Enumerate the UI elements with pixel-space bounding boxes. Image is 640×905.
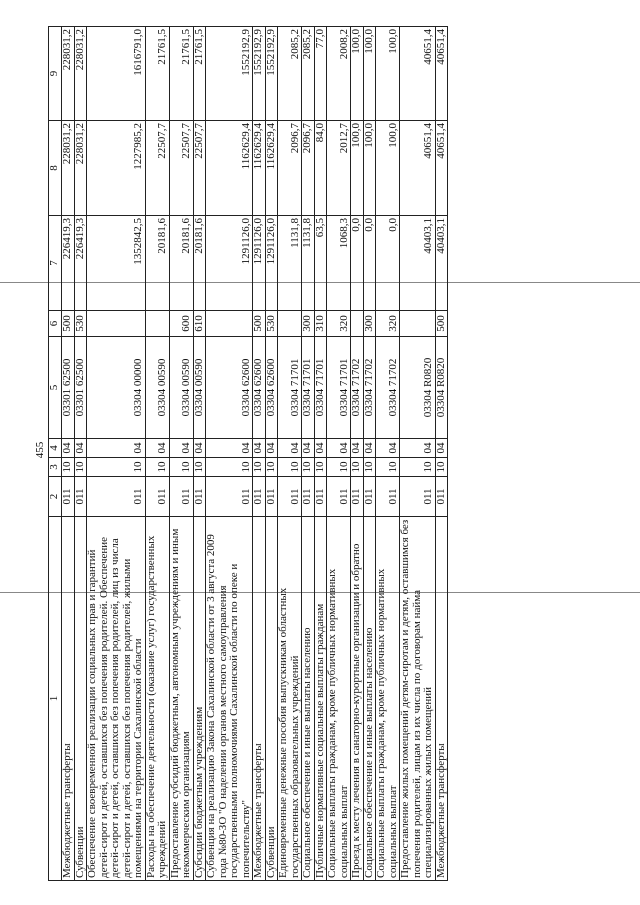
row-value-col7: 40403,1 xyxy=(435,216,448,311)
row-subsection: 04 xyxy=(193,439,206,458)
row-value-col8: 2012,7 xyxy=(327,121,351,216)
row-section: 10 xyxy=(206,458,253,477)
row-ministry-code: 011 xyxy=(253,477,266,517)
row-expense-type xyxy=(278,311,302,337)
row-value-col8: 228031,2 xyxy=(74,121,87,216)
row-value-col8: 100,0 xyxy=(351,121,364,216)
row-target-article: 03304 71701 xyxy=(302,337,315,439)
row-ministry-code: 011 xyxy=(302,477,315,517)
row-value-col9: 40651,4 xyxy=(435,27,448,121)
row-name: Субвенция на реализацию Закона Сахалинской области от 3 августа 2009 года №80-ЗО "О наделении органов местного самоуправления государственными полномочиями Сахалинской области по опеке и попечительству" xyxy=(206,517,253,881)
row-value-col9: 228031,2 xyxy=(62,27,75,121)
row-value-col8: 22507,7 xyxy=(169,121,193,216)
row-value-col8: 40651,4 xyxy=(435,121,448,216)
row-name: Единовременные денежные пособия выпускникам областных государственных образовательных учреждений xyxy=(278,517,302,881)
table-row xyxy=(253,27,266,881)
row-target-article: 03304 00590 xyxy=(145,337,169,439)
row-expense-type: 500 xyxy=(253,311,266,337)
row-value-col7: 0,0 xyxy=(363,216,376,311)
table-row xyxy=(62,27,75,881)
row-subsection: 04 xyxy=(314,439,327,458)
row-ministry-code: 011 xyxy=(435,477,448,517)
row-section: 10 xyxy=(74,458,87,477)
row-section: 10 xyxy=(253,458,266,477)
row-section: 10 xyxy=(62,458,75,477)
row-expense-type xyxy=(351,311,364,337)
column-header-8: 8 xyxy=(49,121,62,216)
row-value-col8: 100,0 xyxy=(363,121,376,216)
row-target-article: 03304 71702 xyxy=(363,337,376,439)
row-subsection: 04 xyxy=(169,439,193,458)
row-subsection: 04 xyxy=(435,439,448,458)
row-expense-type: 530 xyxy=(74,311,87,337)
row-section: 10 xyxy=(302,458,315,477)
row-name: Субвенции xyxy=(74,517,87,881)
row-subsection: 04 xyxy=(327,439,351,458)
row-name: Предоставление субсидий бюджетным, автономным учреждениям и иным некоммерческим организациям xyxy=(169,517,193,881)
column-header-1: 1 xyxy=(49,517,62,881)
row-value-col8: 84,0 xyxy=(314,121,327,216)
row-expense-type xyxy=(145,311,169,337)
row-subsection: 04 xyxy=(376,439,400,458)
table-row xyxy=(363,27,376,881)
table-row xyxy=(145,27,169,881)
row-name: Социальные выплаты гражданам, кроме публичных нормативных социальных выплат xyxy=(376,517,400,881)
row-subsection: 04 xyxy=(265,439,278,458)
row-value-col8: 1227985,2 xyxy=(87,121,146,216)
row-value-col9: 21761,5 xyxy=(193,27,206,121)
row-value-col7: 63,5 xyxy=(314,216,327,311)
row-subsection: 04 xyxy=(363,439,376,458)
row-subsection: 04 xyxy=(351,439,364,458)
column-header-4: 4 xyxy=(49,439,62,458)
table-row xyxy=(327,27,351,881)
table-row xyxy=(435,27,448,881)
row-ministry-code: 011 xyxy=(193,477,206,517)
row-subsection: 04 xyxy=(253,439,266,458)
row-value-col9: 2085,2 xyxy=(302,27,315,121)
row-subsection: 04 xyxy=(302,439,315,458)
column-header-6: 6 xyxy=(49,311,62,337)
row-value-col7: 20181,6 xyxy=(145,216,169,311)
row-value-col7: 20181,6 xyxy=(169,216,193,311)
row-value-col7: 0,0 xyxy=(376,216,400,311)
row-value-col9: 1552192,9 xyxy=(253,27,266,121)
row-ministry-code: 011 xyxy=(145,477,169,517)
row-section: 10 xyxy=(193,458,206,477)
page-number: 455 xyxy=(34,441,46,459)
row-section: 10 xyxy=(435,458,448,477)
row-target-article: 03304 00590 xyxy=(169,337,193,439)
row-expense-type: 300 xyxy=(302,311,315,337)
table-row xyxy=(169,27,193,881)
row-target-article: 03304 00000 xyxy=(87,337,146,439)
row-target-article: 03301 62500 xyxy=(62,337,75,439)
row-name: Межбюджетные трансферты xyxy=(253,517,266,881)
row-value-col9: 21761,5 xyxy=(169,27,193,121)
row-name: Межбюджетные трансферты xyxy=(62,517,75,881)
row-ministry-code: 011 xyxy=(206,477,253,517)
row-name: Социальное обеспечение и иные выплаты населению xyxy=(302,517,315,881)
row-section: 10 xyxy=(363,458,376,477)
row-ministry-code: 011 xyxy=(376,477,400,517)
row-expense-type: 500 xyxy=(62,311,75,337)
row-value-col7: 20181,6 xyxy=(193,216,206,311)
row-value-col9: 100,0 xyxy=(351,27,364,121)
row-expense-type: 320 xyxy=(327,311,351,337)
row-target-article: 03301 62500 xyxy=(74,337,87,439)
row-value-col8: 22507,7 xyxy=(193,121,206,216)
row-value-col7: 226419,3 xyxy=(62,216,75,311)
row-name: Социальное обеспечение и иные выплаты населению xyxy=(363,517,376,881)
row-value-col9: 2008,2 xyxy=(327,27,351,121)
column-header-9: 9 xyxy=(49,27,62,121)
row-name: Социальные выплаты гражданам, кроме публичных нормативных социальных выплат xyxy=(327,517,351,881)
row-value-col7: 1131,8 xyxy=(278,216,302,311)
row-expense-type: 500 xyxy=(435,311,448,337)
row-ministry-code: 011 xyxy=(265,477,278,517)
row-ministry-code: 011 xyxy=(351,477,364,517)
row-value-col7: 1291126,0 xyxy=(206,216,253,311)
row-subsection: 04 xyxy=(87,439,146,458)
row-target-article: 03304 62600 xyxy=(253,337,266,439)
row-expense-type xyxy=(400,311,436,337)
row-value-col9: 21761,5 xyxy=(145,27,169,121)
row-value-col7: 1352842,5 xyxy=(87,216,146,311)
row-target-article: 03304 R0820 xyxy=(400,337,436,439)
row-section: 10 xyxy=(265,458,278,477)
row-section: 10 xyxy=(145,458,169,477)
row-value-col7: 1291126,0 xyxy=(265,216,278,311)
row-value-col7: 1291126,0 xyxy=(253,216,266,311)
row-ministry-code: 011 xyxy=(74,477,87,517)
row-section: 10 xyxy=(400,458,436,477)
row-subsection: 04 xyxy=(278,439,302,458)
row-expense-type: 300 xyxy=(363,311,376,337)
row-value-col8: 22507,7 xyxy=(145,121,169,216)
table-row xyxy=(314,27,327,881)
row-ministry-code: 011 xyxy=(278,477,302,517)
row-expense-type: 530 xyxy=(265,311,278,337)
row-section: 10 xyxy=(327,458,351,477)
row-ministry-code: 011 xyxy=(87,477,146,517)
row-value-col8: 1162629,4 xyxy=(265,121,278,216)
row-section: 10 xyxy=(278,458,302,477)
row-ministry-code: 011 xyxy=(363,477,376,517)
row-value-col8: 228031,2 xyxy=(62,121,75,216)
row-expense-type: 610 xyxy=(193,311,206,337)
row-target-article: 03304 62600 xyxy=(206,337,253,439)
row-section: 10 xyxy=(169,458,193,477)
row-value-col7: 226419,3 xyxy=(74,216,87,311)
row-ministry-code: 011 xyxy=(169,477,193,517)
row-expense-type: 320 xyxy=(376,311,400,337)
row-target-article: 03304 71701 xyxy=(314,337,327,439)
row-name: Расходы на обеспечение деятельности (оказание услуг) государственных учреждений xyxy=(145,517,169,881)
row-expense-type: 310 xyxy=(314,311,327,337)
row-name: Предоставление жилых помещений детям-сиротам и детям, оставшимся без попечения родителей, лицам из их числа по договорам найма специализированных жилых помещений xyxy=(400,517,436,881)
row-value-col8: 1162629,4 xyxy=(253,121,266,216)
column-header-2: 2 xyxy=(49,477,62,517)
row-subsection: 04 xyxy=(206,439,253,458)
row-value-col9: 228031,2 xyxy=(74,27,87,121)
row-value-col8: 2096,7 xyxy=(302,121,315,216)
row-value-col7: 0,0 xyxy=(351,216,364,311)
row-value-col9: 1552192,9 xyxy=(265,27,278,121)
table-row xyxy=(376,27,400,881)
row-name: Обеспечение своевременной реализации социальных прав и гарантий детей-сирот и детей, оставшихся без попечения родителей. Обеспечение детей-сирот и детей, оставшихся без попечения родителей, лиц из числа детей-сирот и детей, оставшихся без попечения родителей, жилыми помещениями на территории Сахалинской области xyxy=(87,517,146,881)
row-name: Субсидии бюджетным учреждениям xyxy=(193,517,206,881)
row-target-article: 03304 71702 xyxy=(351,337,364,439)
row-value-col7: 1068,3 xyxy=(327,216,351,311)
row-value-col9: 40651,4 xyxy=(400,27,436,121)
row-target-article: 03304 62600 xyxy=(265,337,278,439)
table-row xyxy=(400,27,436,881)
row-subsection: 04 xyxy=(145,439,169,458)
row-target-article: 03304 R0820 xyxy=(435,337,448,439)
row-expense-type: 600 xyxy=(169,311,193,337)
row-target-article: 03304 71701 xyxy=(327,337,351,439)
table-row xyxy=(193,27,206,881)
column-header-3: 3 xyxy=(49,458,62,477)
row-section: 10 xyxy=(351,458,364,477)
row-ministry-code: 011 xyxy=(327,477,351,517)
row-subsection: 04 xyxy=(400,439,436,458)
row-expense-type xyxy=(87,311,146,337)
row-value-col9: 100,0 xyxy=(376,27,400,121)
table-row xyxy=(87,27,146,881)
row-target-article: 03304 71701 xyxy=(278,337,302,439)
row-section: 10 xyxy=(376,458,400,477)
row-target-article: 03304 00590 xyxy=(193,337,206,439)
row-value-col8: 40651,4 xyxy=(400,121,436,216)
row-ministry-code: 011 xyxy=(62,477,75,517)
row-value-col8: 1162629,4 xyxy=(206,121,253,216)
row-section: 10 xyxy=(314,458,327,477)
column-header-7: 7 xyxy=(49,216,62,311)
row-name: Межбюджетные трансферты xyxy=(435,517,448,881)
table-row xyxy=(265,27,278,881)
row-value-col9: 77,0 xyxy=(314,27,327,121)
row-value-col9: 1616791,0 xyxy=(87,27,146,121)
table-row xyxy=(302,27,315,881)
row-subsection: 04 xyxy=(74,439,87,458)
table-row xyxy=(206,27,253,881)
rotated-table-container xyxy=(48,27,640,881)
row-section: 10 xyxy=(87,458,146,477)
row-value-col7: 1131,8 xyxy=(302,216,315,311)
column-header-5: 5 xyxy=(49,337,62,439)
row-value-col7: 40403,1 xyxy=(400,216,436,311)
row-value-col8: 100,0 xyxy=(376,121,400,216)
table-row xyxy=(74,27,87,881)
budget-table xyxy=(48,26,448,881)
row-ministry-code: 011 xyxy=(314,477,327,517)
row-value-col8: 2096,7 xyxy=(278,121,302,216)
table-row xyxy=(278,27,302,881)
table-body xyxy=(62,27,448,881)
row-target-article: 03304 71702 xyxy=(376,337,400,439)
row-name: Проезд к месту лечения в санаторно-курортные организации и обратно xyxy=(351,517,364,881)
row-name: Субвенции xyxy=(265,517,278,881)
row-value-col9: 100,0 xyxy=(363,27,376,121)
row-subsection: 04 xyxy=(62,439,75,458)
row-value-col9: 1552192,9 xyxy=(206,27,253,121)
table-row xyxy=(351,27,364,881)
row-ministry-code: 011 xyxy=(400,477,436,517)
row-expense-type xyxy=(206,311,253,337)
header-row xyxy=(49,27,62,881)
row-value-col9: 2085,2 xyxy=(278,27,302,121)
row-name: Публичные нормативные социальные выплаты гражданам xyxy=(314,517,327,881)
